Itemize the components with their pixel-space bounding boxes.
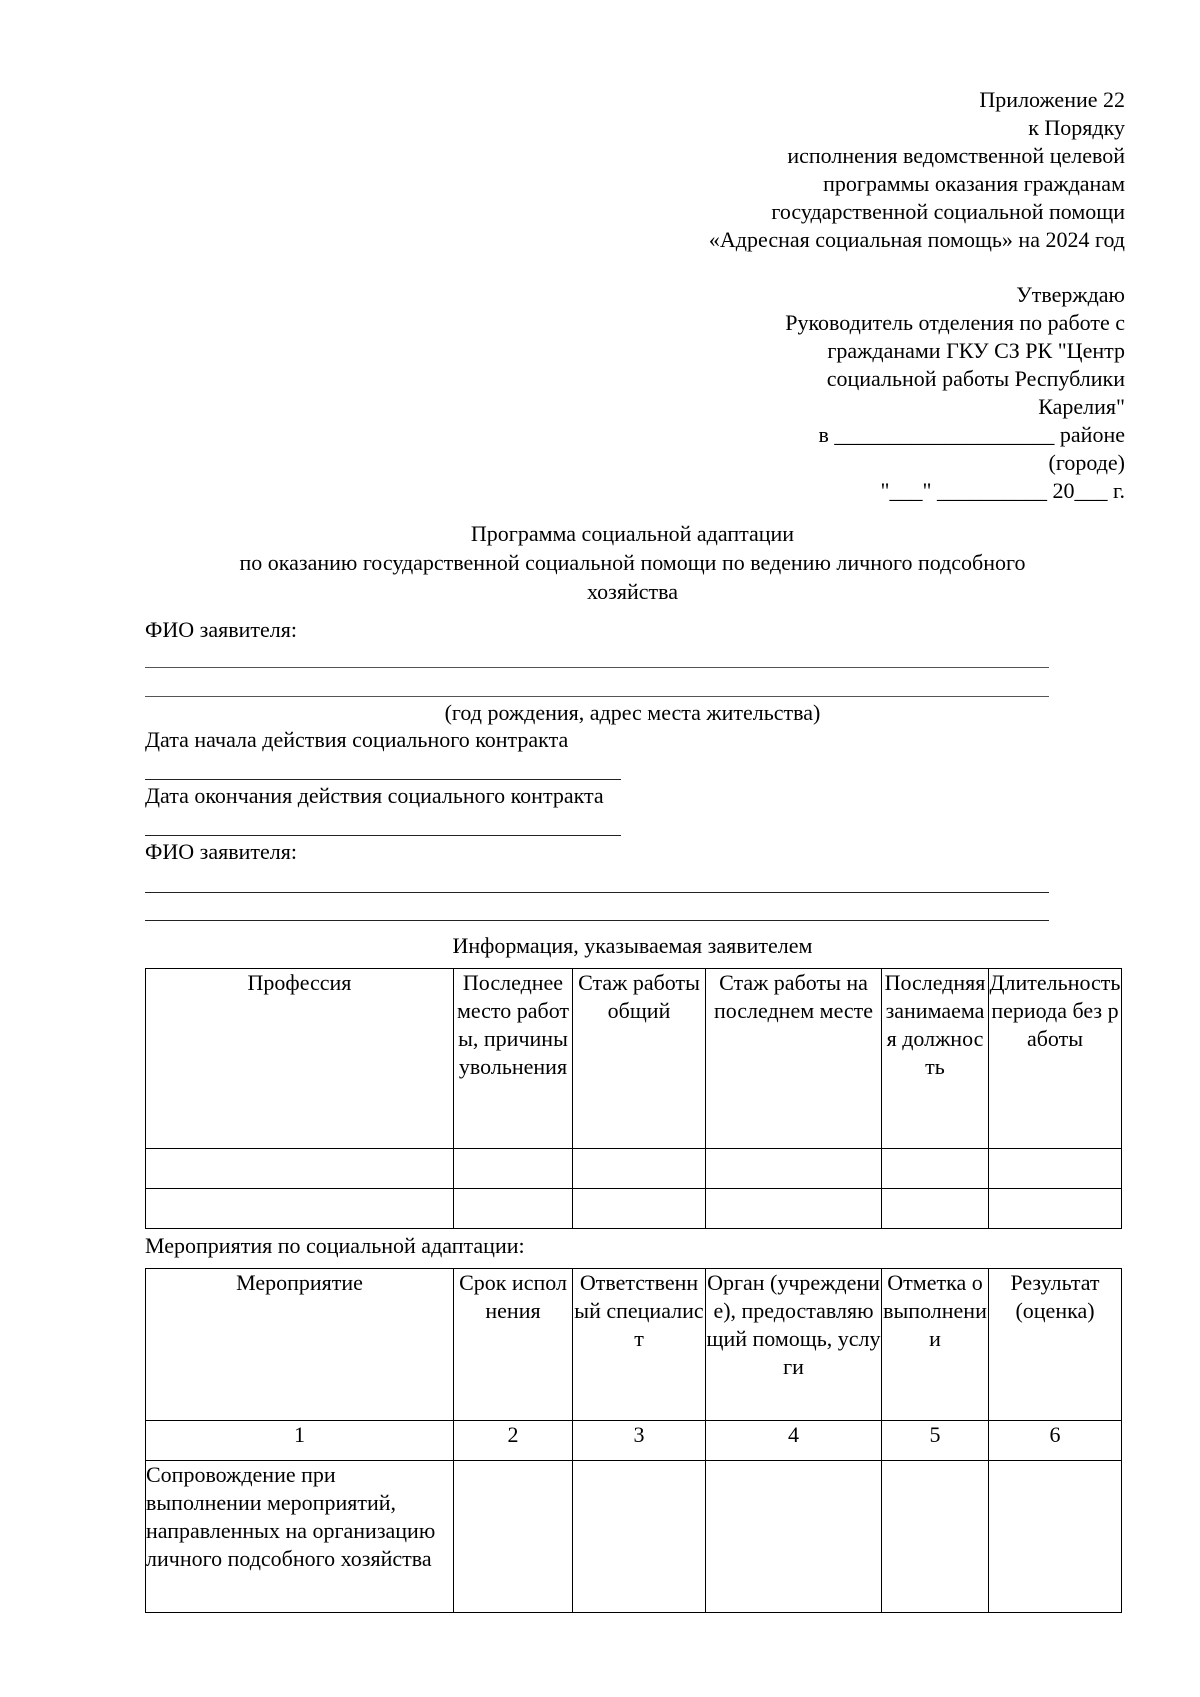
appendix-header bbox=[709, 86, 1125, 254]
approval-district-line: в ____________________ районе bbox=[818, 422, 1125, 447]
table-cell[interactable] bbox=[706, 1189, 882, 1229]
table-cell[interactable] bbox=[573, 1149, 706, 1189]
info-header-last-job: Последнее место работы, причины увольнения bbox=[454, 969, 573, 1149]
appendix-line: программы оказания гражданам bbox=[823, 171, 1125, 196]
table-row bbox=[146, 1149, 1122, 1189]
approval-line: Утверждаю bbox=[1016, 282, 1125, 307]
approval-block bbox=[785, 281, 1125, 505]
info-table-caption: Информация, указываемая заявителем bbox=[452, 933, 813, 958]
column-number: 3 bbox=[573, 1421, 706, 1461]
approval-line: Карелия" bbox=[1038, 394, 1125, 419]
table-cell[interactable] bbox=[454, 1461, 573, 1613]
applicant-label-2: ФИО заявителя: bbox=[145, 839, 297, 864]
measures-table-caption: Мероприятия по социальной адаптации: bbox=[145, 1233, 525, 1258]
table-cell[interactable] bbox=[573, 1461, 706, 1613]
table-cell[interactable] bbox=[989, 1189, 1122, 1229]
appendix-line: к Порядку bbox=[1028, 115, 1125, 140]
info-header-unemployment: Длительность периода без работы bbox=[989, 969, 1122, 1149]
title-line-2: по оказанию государственной социальной помощи по ведению личного подсобного bbox=[239, 550, 1026, 575]
info-header-total-exp: Стаж работы общий bbox=[573, 969, 706, 1149]
info-header-last-exp: Стаж работы на последнем месте bbox=[706, 969, 882, 1149]
birth-address-hint: (год рождения, адрес места жительства) bbox=[444, 700, 821, 725]
table-cell[interactable] bbox=[573, 1189, 706, 1229]
applicant-label: ФИО заявителя: bbox=[145, 617, 297, 642]
measures-header-agency: Орган (учреждение), предоставляющий помощь, услуги bbox=[706, 1269, 882, 1421]
table-cell[interactable] bbox=[706, 1149, 882, 1189]
column-number: 5 bbox=[882, 1421, 989, 1461]
measures-header-activity: Мероприятие bbox=[146, 1269, 454, 1421]
table-cell[interactable] bbox=[146, 1189, 454, 1229]
appendix-line: «Адресная социальная помощь» на 2024 год bbox=[708, 227, 1125, 252]
table-row bbox=[146, 1461, 1122, 1613]
info-header-last-position: Последняя занимаемая должность bbox=[882, 969, 989, 1149]
table-cell[interactable] bbox=[989, 1461, 1122, 1613]
measures-table bbox=[145, 1268, 1122, 1613]
document-title bbox=[145, 519, 1120, 606]
table-cell[interactable] bbox=[989, 1149, 1122, 1189]
info-header-profession: Профессия bbox=[146, 969, 454, 1149]
approval-line: Руководитель отделения по работе с bbox=[785, 310, 1125, 335]
title-line-3: хозяйства bbox=[587, 579, 678, 604]
title-line-1: Программа социальной адаптации bbox=[470, 521, 795, 546]
table-row bbox=[146, 1189, 1122, 1229]
measures-header-completion: Отметка о выполнении bbox=[882, 1269, 989, 1421]
table-cell[interactable] bbox=[706, 1461, 882, 1613]
applicant2-line[interactable] bbox=[145, 892, 1049, 893]
column-number: 4 bbox=[706, 1421, 882, 1461]
measures-header-result: Результат (оценка) bbox=[989, 1269, 1122, 1421]
appendix-line: исполнения ведомственной целевой bbox=[787, 143, 1125, 168]
contract-start-line[interactable] bbox=[145, 779, 621, 780]
measures-header-deadline: Срок исполнения bbox=[454, 1269, 573, 1421]
table-cell[interactable] bbox=[882, 1461, 989, 1613]
approval-line: социальной работы Республики bbox=[826, 366, 1125, 391]
approval-date-line: "___" __________ 20___ г. bbox=[880, 478, 1125, 503]
contract-end-label: Дата окончания действия социального контракта bbox=[145, 783, 604, 808]
contract-start-label: Дата начала действия социального контракта bbox=[145, 727, 569, 752]
activity-cell: Сопровождение при выполнении мероприятий, направленных на организацию личного подсобного хозяйства bbox=[146, 1461, 454, 1613]
column-number: 1 bbox=[146, 1421, 454, 1461]
measures-header-responsible: Ответственный специалист bbox=[573, 1269, 706, 1421]
column-number: 6 bbox=[989, 1421, 1122, 1461]
table-cell[interactable] bbox=[146, 1149, 454, 1189]
table-cell[interactable] bbox=[882, 1149, 989, 1189]
column-number: 2 bbox=[454, 1421, 573, 1461]
applicant-name-line[interactable] bbox=[145, 667, 1049, 668]
approval-line: (городе) bbox=[1048, 450, 1125, 475]
table-row bbox=[146, 1421, 1122, 1461]
table-cell[interactable] bbox=[454, 1149, 573, 1189]
contract-end-line[interactable] bbox=[145, 835, 621, 836]
applicant-name-line-2[interactable] bbox=[145, 696, 1049, 697]
appendix-line: государственной социальной помощи bbox=[771, 199, 1125, 224]
applicant2-line-2[interactable] bbox=[145, 920, 1049, 921]
appendix-line: Приложение 22 bbox=[979, 87, 1125, 112]
table-cell[interactable] bbox=[882, 1189, 989, 1229]
info-table bbox=[145, 968, 1122, 1229]
table-cell[interactable] bbox=[454, 1189, 573, 1229]
approval-line: гражданами ГКУ СЗ РК "Центр bbox=[827, 338, 1125, 363]
